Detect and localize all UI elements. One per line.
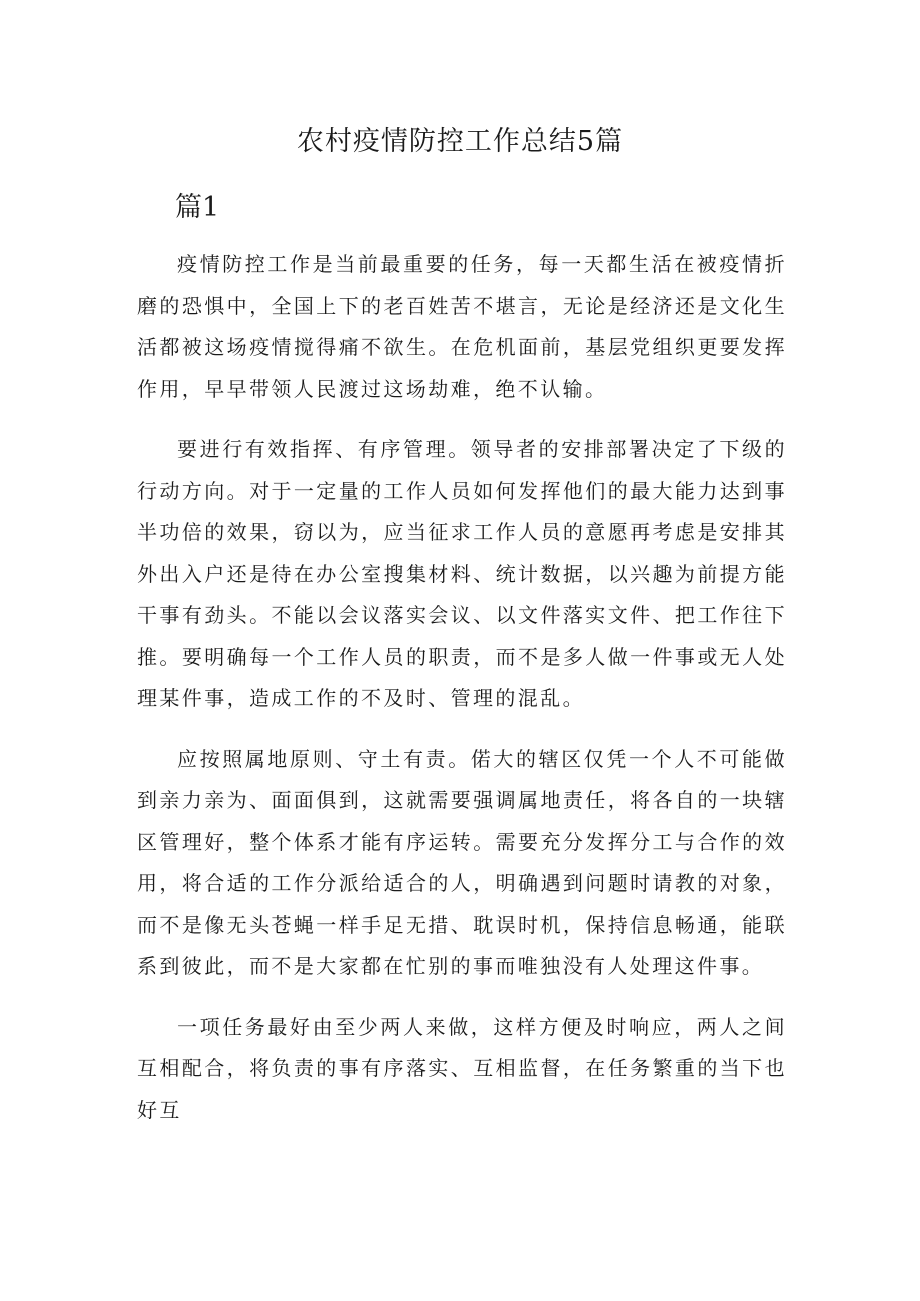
paragraph: 疫情防控工作是当前最重要的任务，每一天都生活在被疫情折磨的恐惧中，全国上下的老百姓苦不堪言，无论是经济还是文化生活都被这场疫情搅得痛不欲生。在危机面前，基层党组织更要发挥作用，早早带领人民渡过这场劫难，绝不认输。 <box>137 252 787 401</box>
paragraph: 一项任务最好由至少两人来做，这样方便及时响应，两人之间互相配合，将负责的事有序落实、互相监督，在任务繁重的当下也好互 <box>137 1014 787 1122</box>
paragraph: 应按照属地原则、守土有责。偌大的辖区仅凭一个人不可能做到亲力亲为、面面俱到，这就需要强调属地责任，将各自的一块辖区管理好，整个体系才能有序运转。需要充分发挥分工与合作的效用，将合适的工作分派给适合的人，明确遇到问题时请教的对象，而不是像无头苍蝇一样手足无措、耽误时机，保持信息畅通，能联系到彼此，而不是大家都在忙别的事而唯独没有人处理这件事。 <box>137 746 787 978</box>
document-body <box>137 244 787 1150</box>
paragraph: 要进行有效指挥、有序管理。领导者的安排部署决定了下级的行动方向。对于一定量的工作人员如何发挥他们的最大能力达到事半功倍的效果，窃以为，应当征求工作人员的意愿再考虑是安排其外出入户还是待在办公室搜集材料、统计数据，以兴趣为前提方能干事有劲头。不能以会议落实会议、以文件落实文件、把工作往下推。要明确每一个工作人员的职责，而不是多人做一件事或无人处理某件事，造成工作的不及时、管理的混乱。 <box>137 437 787 710</box>
document-title: 农村疫情防控工作总结5篇 <box>296 126 624 157</box>
section-heading: 篇1 <box>175 192 220 223</box>
